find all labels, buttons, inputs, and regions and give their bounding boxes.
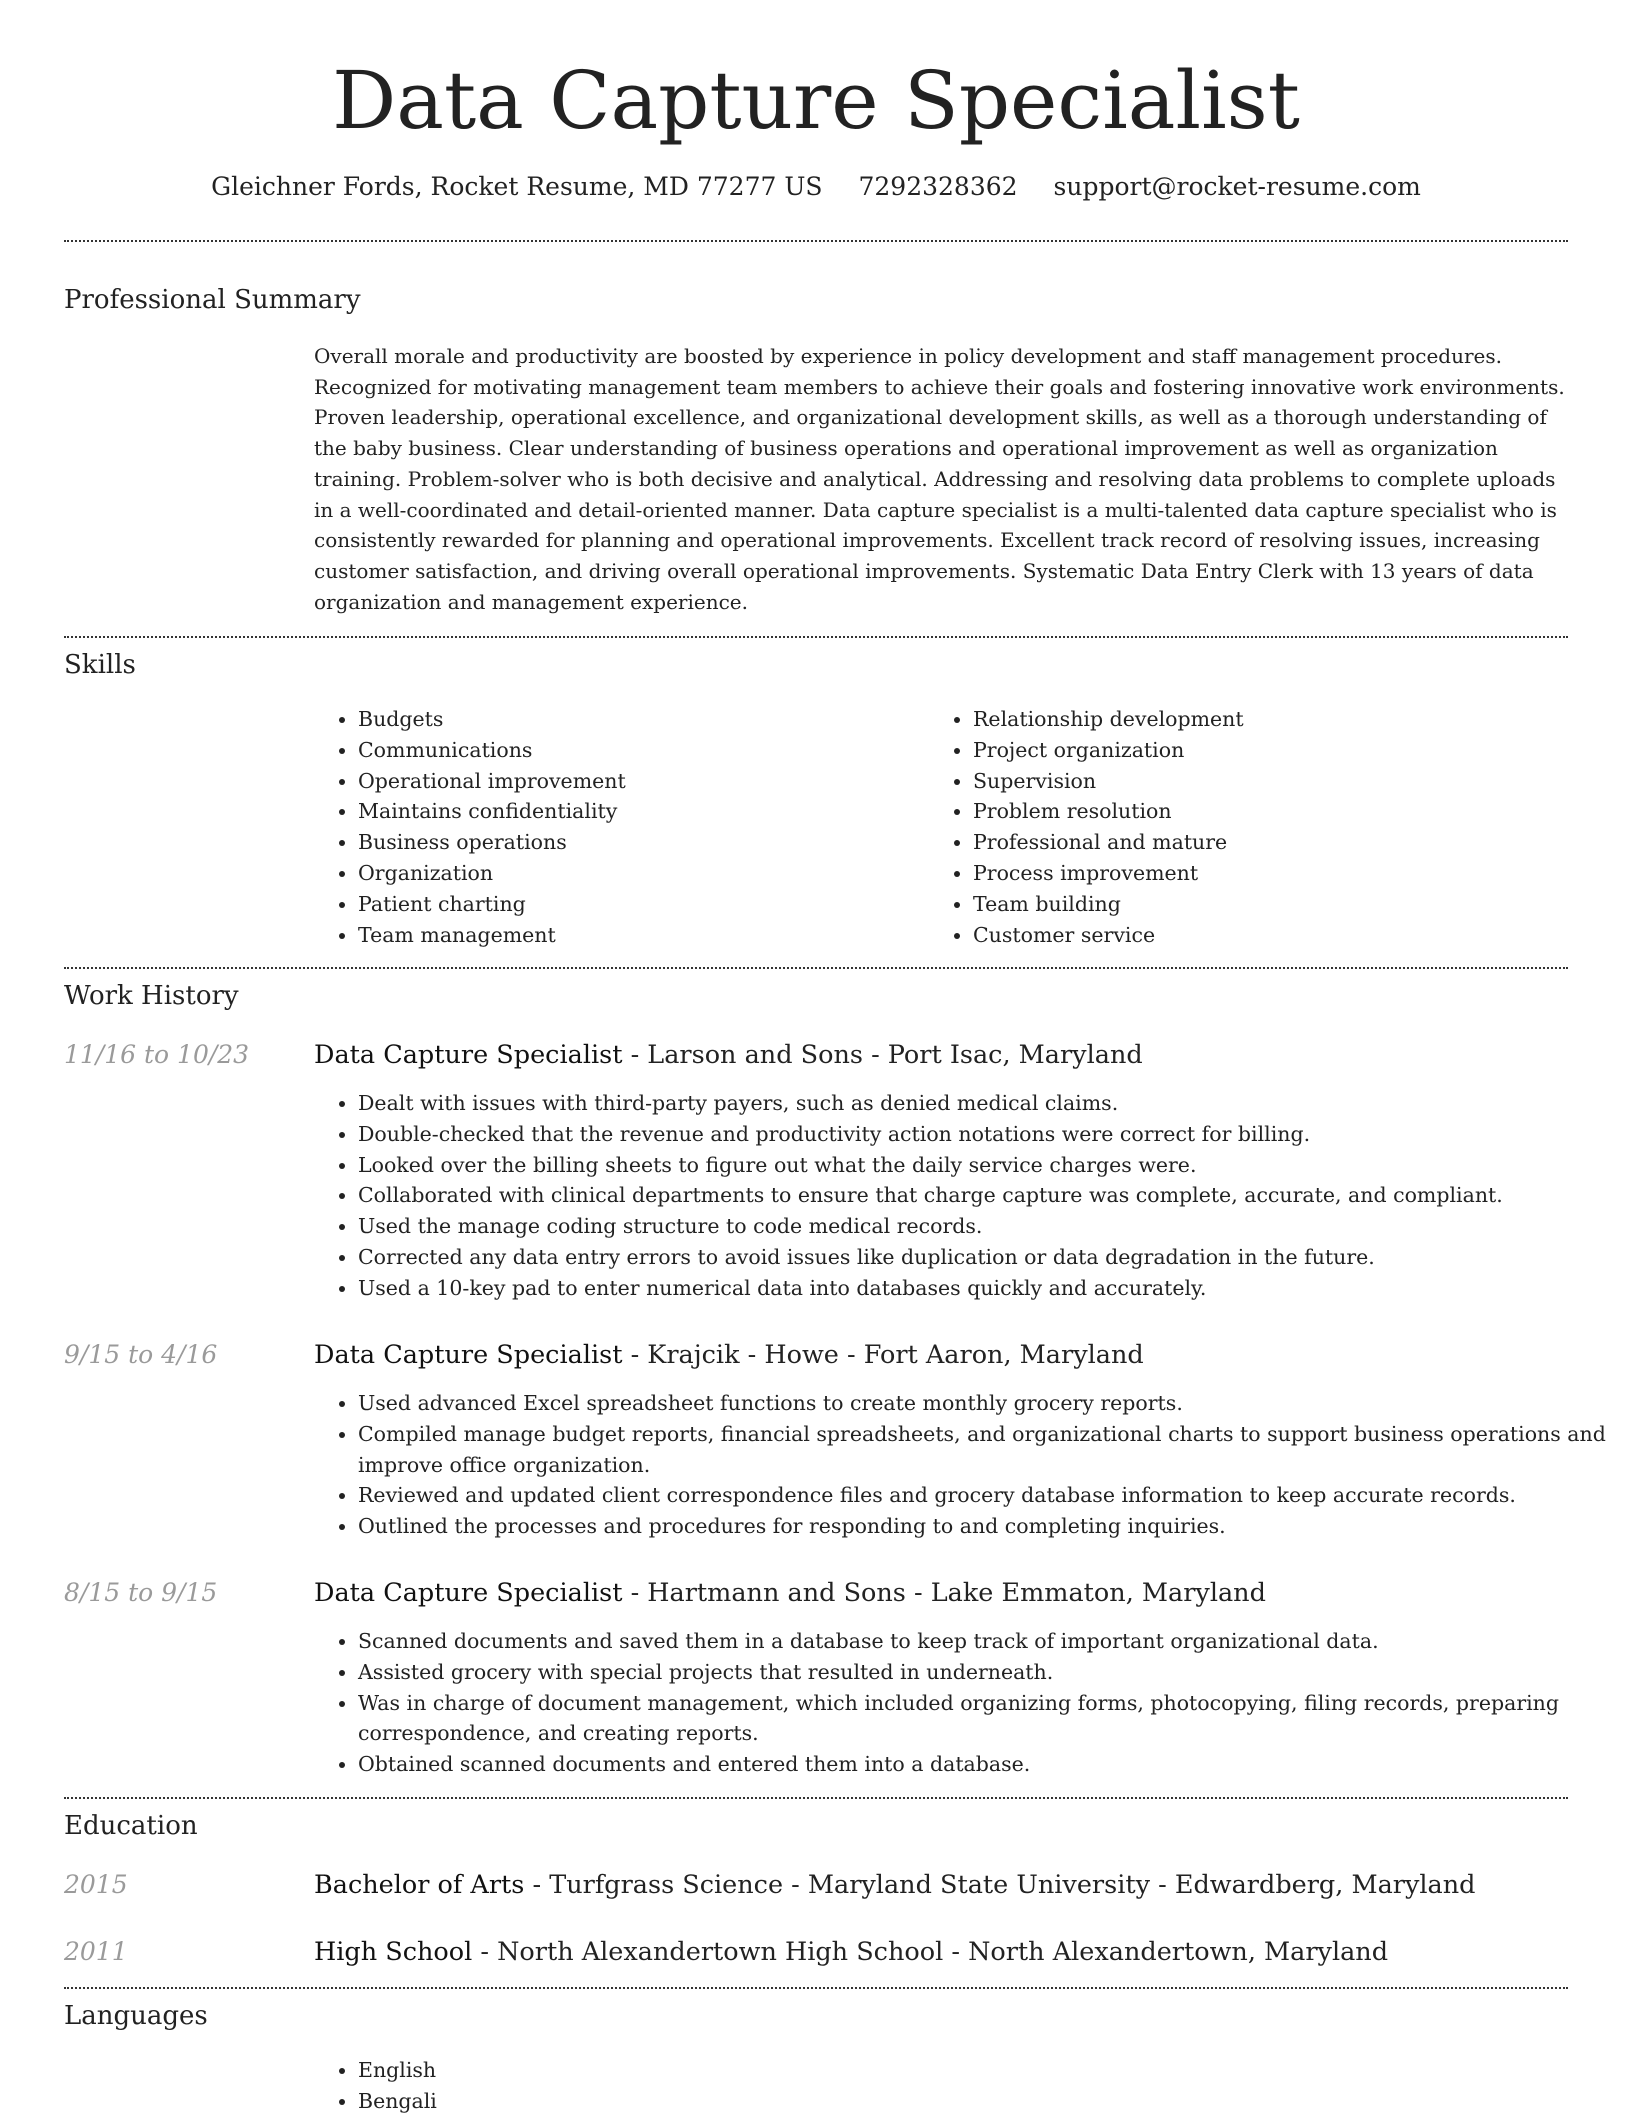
education-detail: - North Alexandertown High School - North Alexandertown, Maryland — [472, 1937, 1389, 1967]
divider — [64, 636, 1568, 638]
job-bullet: • Looked over the billing sheets to figure out what the daily service charges were. — [358, 1150, 1612, 1181]
languages-list — [314, 2055, 958, 2117]
skill-item: • Supervision — [973, 766, 1573, 797]
divider — [64, 1987, 1568, 1989]
job-bullets — [314, 1626, 1612, 1780]
job-position: Data Capture Specialist — [314, 1340, 623, 1370]
job-bullet: • Dealt with issues with third-party payers, such as denied medical claims. — [358, 1088, 1612, 1119]
job-bullet: • Used a 10-key pad to enter numerical data into databases quickly and accurately. — [358, 1273, 1612, 1304]
skill-item: • Budgets — [358, 704, 918, 735]
education-degree: Bachelor of Arts — [314, 1870, 525, 1900]
skill-item: • Project organization — [973, 735, 1573, 766]
section-heading-education: Education — [64, 1811, 198, 1841]
job-bullet: • Assisted grocery with special projects that resulted in underneath. — [358, 1657, 1612, 1688]
skill-item: • Business operations — [358, 827, 918, 858]
job-bullet: • Reviewed and updated client correspondence files and grocery database information to keep accurate records. — [358, 1480, 1612, 1511]
job-title — [314, 1038, 1143, 1072]
skill-item: • Team building — [973, 889, 1573, 920]
skill-item: • Operational improvement — [358, 766, 918, 797]
skill-item: • Customer service — [973, 920, 1573, 951]
job-bullet: • Obtained scanned documents and entered them into a database. — [358, 1749, 1612, 1780]
job-bullet: • Double-checked that the revenue and productivity action notations were correct for billing. — [358, 1119, 1612, 1150]
skill-item: • Communications — [358, 735, 918, 766]
divider — [64, 1797, 1568, 1799]
education-year: 2015 — [64, 1870, 128, 1899]
job-dates: 11/16 to 10/23 — [64, 1040, 250, 1069]
section-heading-summary: Professional Summary — [64, 285, 361, 315]
job-bullet: • Used advanced Excel spreadsheet functions to create monthly grocery reports. — [358, 1388, 1612, 1419]
job-title — [314, 1576, 1266, 1610]
summary-text: Overall morale and productivity are boosted by experience in policy development and staff management procedures. Recognized for motivating management team members to achieve their goals and fostering innovative work environments. Proven leadership, operational excellence, and organizational development skills, as well as a thorough understanding of the baby business. Clear understanding of business operations and operational improvement as well as organization training. Problem-solver who is both decisive and analytical. Addressing and resolving data problems to complete uploads in a well-coordinated and detail-oriented manner. Data capture specialist is a multi-talented data capture specialist who is consistently rewarded for planning and operational improvements. Excellent track record of resolving issues, increasing customer satisfaction, and driving overall operational improvements. Systematic Data Entry Clerk with 13 years of data organization and management experience. — [314, 344, 1565, 614]
job-bullets — [314, 1388, 1612, 1542]
education-entry — [314, 1868, 1475, 1902]
job-bullet: • Corrected any data entry errors to avoid issues like duplication or data degradation in the future. — [358, 1242, 1612, 1273]
education-entry — [314, 1935, 1388, 1969]
education-degree: High School — [314, 1937, 473, 1967]
job-title — [314, 1338, 1144, 1372]
job-bullet: • Was in charge of document management, which included organizing forms, photocopying, filing records, preparing correspondence, and creating reports. — [358, 1688, 1612, 1750]
contact-address: Gleichner Fords, Rocket Resume, MD 77277 US — [211, 172, 823, 201]
job-bullets — [314, 1088, 1612, 1304]
contact-line — [0, 170, 1632, 204]
contact-email: support@rocket-resume.com — [1053, 172, 1421, 201]
job-company: - Larson and Sons - Port Isac, Maryland — [622, 1040, 1143, 1070]
skills-list-left — [314, 704, 918, 950]
skill-item: • Patient charting — [358, 889, 918, 920]
job-company: - Krajcik - Howe - Fort Aaron, Maryland — [622, 1340, 1144, 1370]
divider — [64, 967, 1568, 969]
skill-item: • Team management — [358, 920, 918, 951]
job-dates: 8/15 to 9/15 — [64, 1578, 218, 1607]
job-bullet: • Outlined the processes and procedures for responding to and completing inquiries. — [358, 1511, 1612, 1542]
skill-item: • Process improvement — [973, 858, 1573, 889]
language-item: • Bengali — [358, 2086, 958, 2117]
job-bullet: • Compiled manage budget reports, financial spreadsheets, and organizational charts to support business operations and improve office organization. — [358, 1419, 1612, 1481]
job-company: - Hartmann and Sons - Lake Emmaton, Maryland — [622, 1578, 1266, 1608]
skill-item: • Relationship development — [973, 704, 1573, 735]
section-heading-work: Work History — [64, 981, 239, 1011]
language-item: • English — [358, 2055, 958, 2086]
job-bullet: • Collaborated with clinical departments to ensure that charge capture was complete, accurate, and compliant. — [358, 1180, 1612, 1211]
job-bullet: • Scanned documents and saved them in a database to keep track of important organizational data. — [358, 1626, 1612, 1657]
contact-phone: 7292328362 — [858, 172, 1018, 201]
job-position: Data Capture Specialist — [314, 1040, 623, 1070]
skill-item: • Organization — [358, 858, 918, 889]
education-year: 2011 — [64, 1937, 128, 1966]
divider — [64, 240, 1568, 242]
job-position: Data Capture Specialist — [314, 1578, 623, 1608]
skill-item: • Professional and mature — [973, 827, 1573, 858]
skill-item: • Problem resolution — [973, 796, 1573, 827]
skills-list-right — [929, 704, 1573, 950]
skill-item: • Maintains confidentiality — [358, 796, 918, 827]
education-detail: - Turfgrass Science - Maryland State University - Edwardberg, Maryland — [524, 1870, 1476, 1900]
job-bullet: • Used the manage coding structure to code medical records. — [358, 1211, 1612, 1242]
job-dates: 9/15 to 4/16 — [64, 1340, 218, 1369]
resume-name: Data Capture Specialist — [332, 54, 1300, 147]
section-heading-skills: Skills — [64, 650, 136, 680]
section-heading-languages: Languages — [64, 2001, 208, 2031]
